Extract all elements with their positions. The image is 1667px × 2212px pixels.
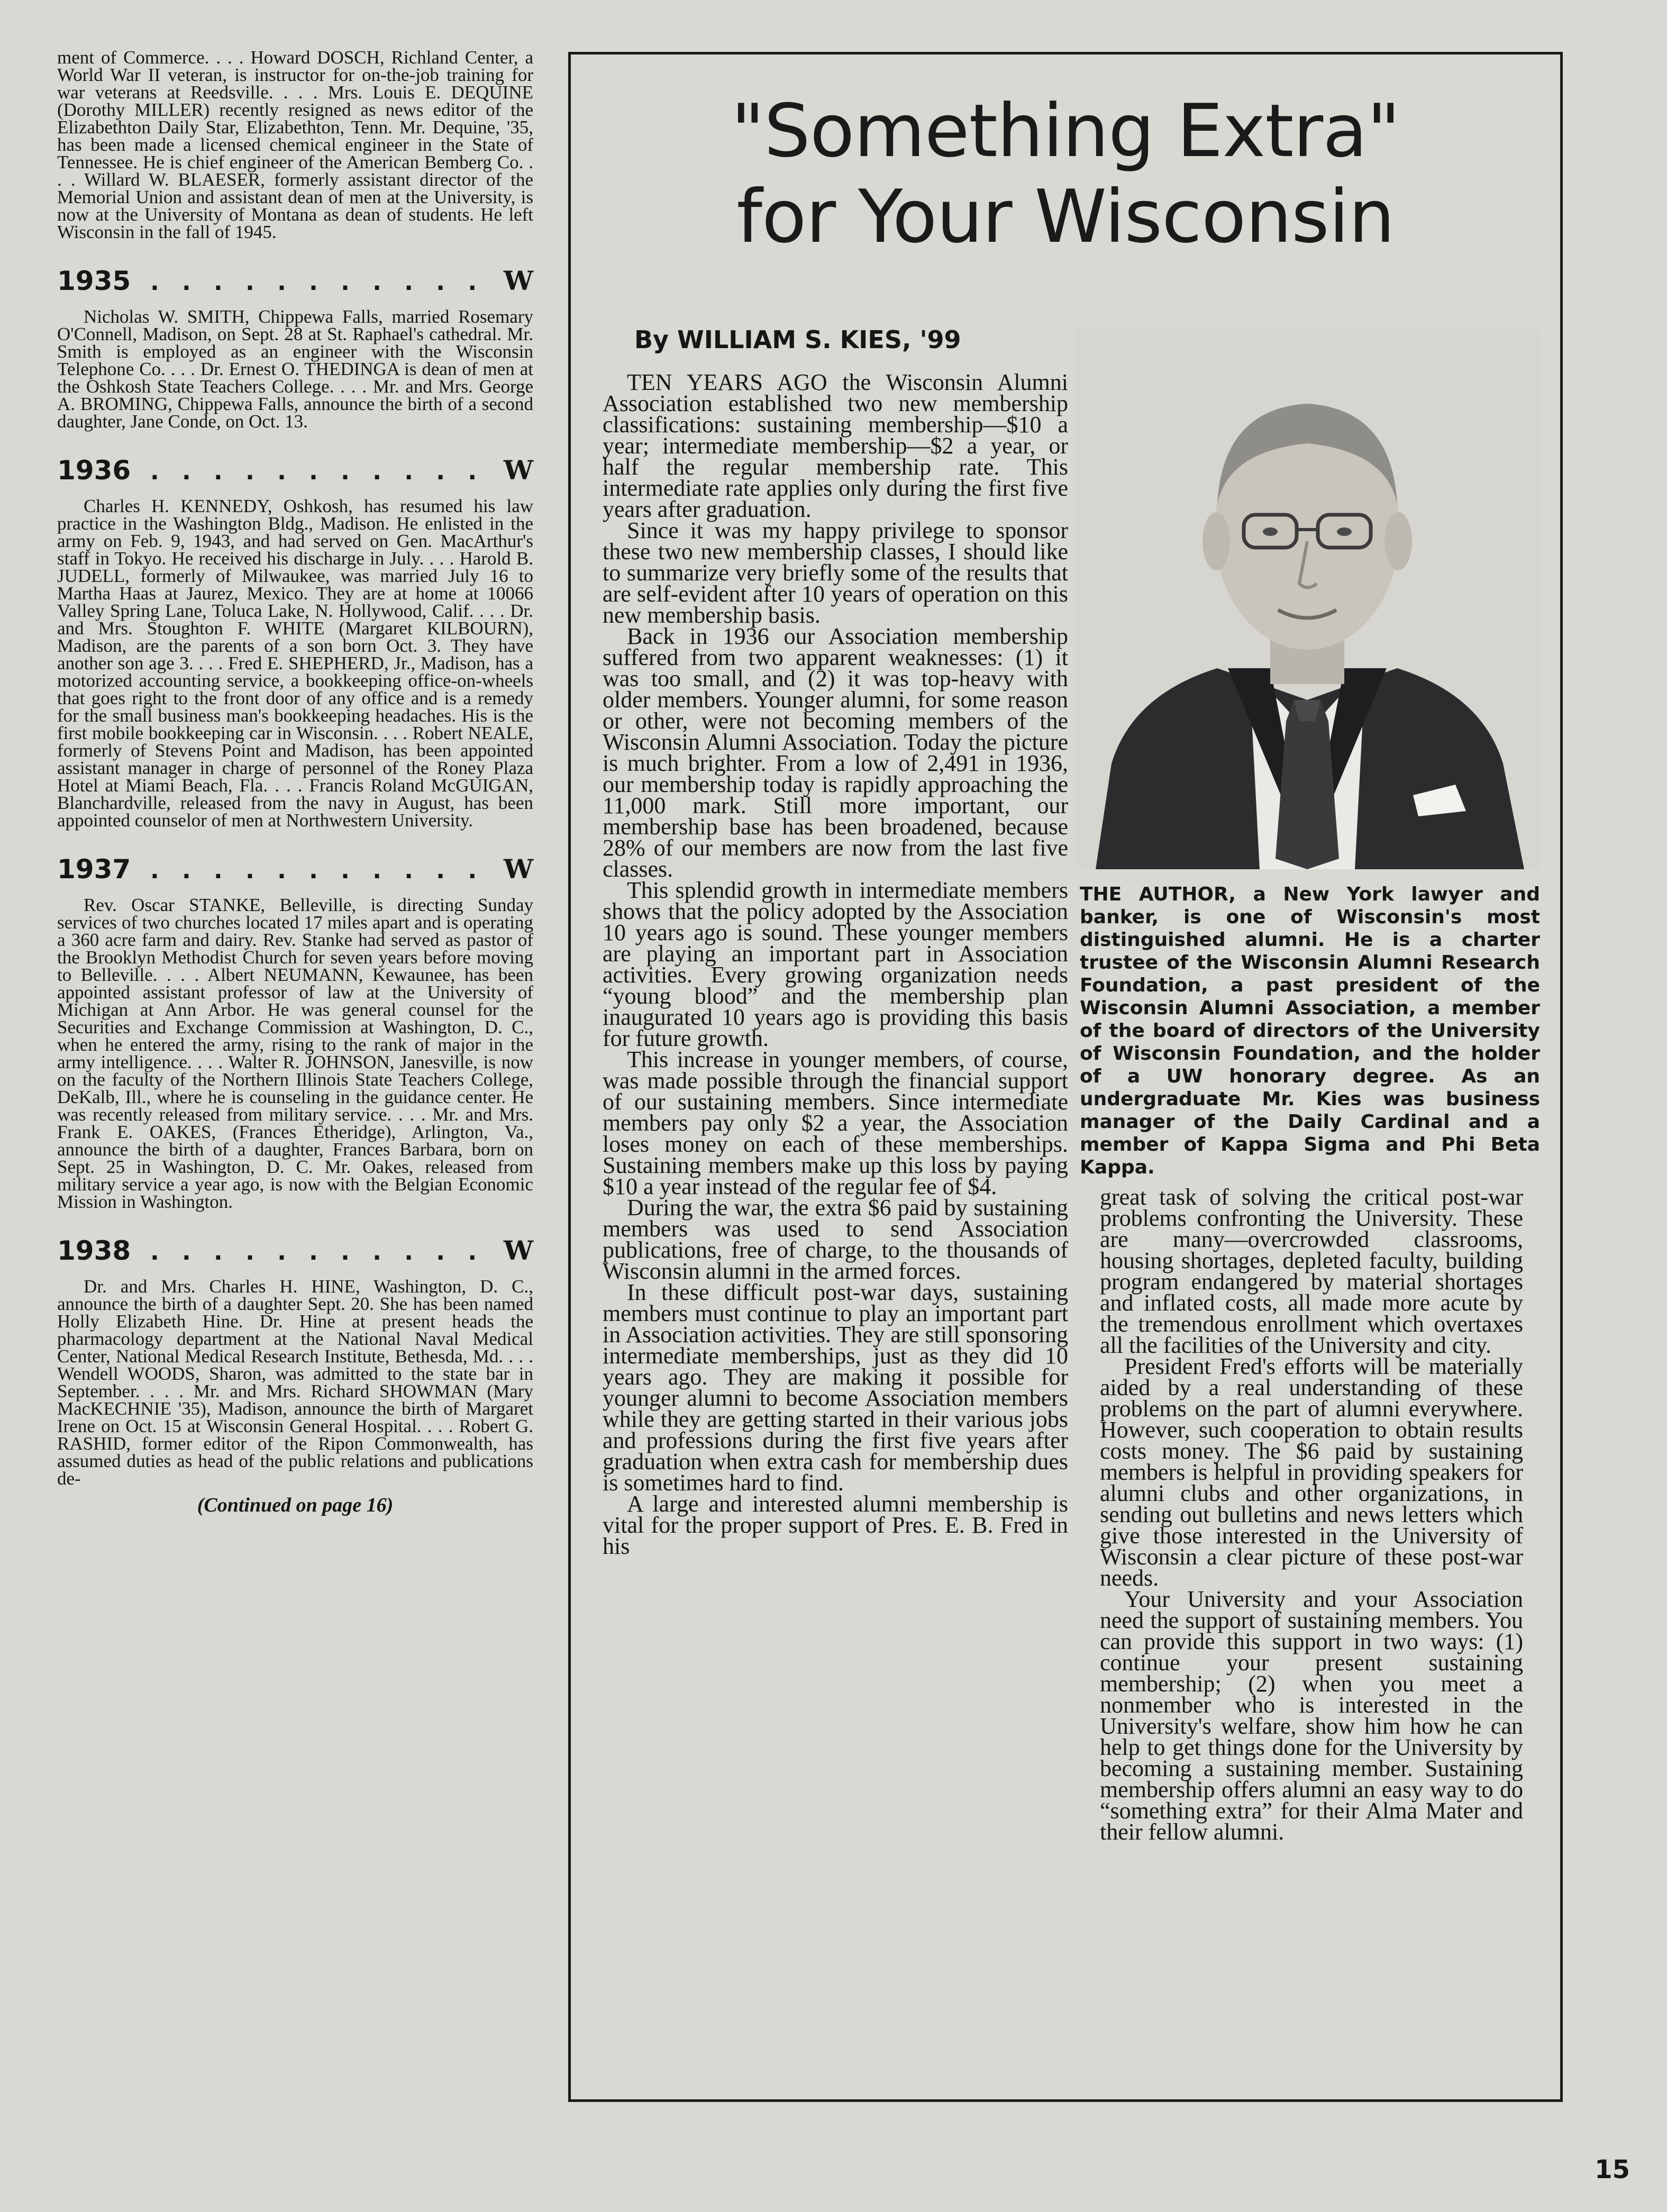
- leader-dots: . . . . . . . . . . .: [150, 1239, 485, 1266]
- article-paragraph: During the war, the extra $6 paid by sustaining members was used to send Association publications, free of charge, to the thousands of Wisconsin alumni in the armed forces.: [603, 1195, 1068, 1284]
- feature-article-box: [568, 52, 1563, 2102]
- article-paragraph: Your University and your Association need the support of sustaining members. You can provide this support in two ways: (1) continue your present sustaining membership; (2) when you meet a nonmember who is interested in the University's welfare, show him how he can help to get things done for the University by becoming a sustaining member. Sustaining membership offers alumni an easy way to do “something extra” for their Alma Mater and their fellow alumni.: [1100, 1586, 1523, 1845]
- article-title-line-2: for Your Wisconsin: [736, 174, 1395, 259]
- article-paragraph: In these difficult post-war days, sustaining members must continue to play an important part in Association activities. They are still sponsoring intermediate memberships, just as they did 10 years ago. They are making it possible for younger alumni to become Association members while they are getting started in their various jobs and professions during the first five years after graduation when extra cash for membership dues is sometimes hard to find.: [603, 1279, 1068, 1496]
- w-marker: W: [503, 853, 533, 885]
- year-label: 1938: [57, 1235, 131, 1266]
- article-title-line-1: "Something Extra": [731, 88, 1400, 174]
- article-column-2: [1100, 1184, 1523, 1845]
- year-heading: [57, 853, 533, 887]
- w-marker: W: [503, 454, 533, 486]
- w-marker: W: [503, 1235, 533, 1266]
- intro-paragraph: ment of Commerce. . . . Howard DOSCH, Richland Center, a World War II veteran, is instructor for on-the-job training for war veterans at Reedsville. . . . Mrs. Louis E. DEQUINE (Dorothy MILLER) recently resigned as news editor of the Elizabethton Daily Star, Elizabethton, Tenn. Mr. Dequine, '35, has been made a licensed chemical engineer in the State of Tennessee. He is chief engineer of the American Bemberg Co. . . . Willard W. BLAESER, formerly assistant director of the Memorial Union and assistant dean of men at the University, is now at the University of Montana as dean of students. He left Wisconsin in the fall of 1945.: [57, 47, 533, 242]
- class-notes: Dr. and Mrs. Charles H. HINE, Washington, D. C., announce the birth of a daughter Sept. 20. She has been named Holly Elizabeth Hine. Dr. Hine at present heads the pharmacology department at the National Naval Medical Center, National Medical Research Institute, Bethesda, Md. . . . Wendell WOODS, Sharon, was admitted to the state bar in September. . . . Mr. and Mrs. Richard SHOWMAN (Mary MacKECHNIE '35), Madison, announce the birth of Margaret Irene on Oct. 15 at Wisconsin General Hospital. . . . Robert G. RASHID, former editor of the Ripon Commonwealth, has assumed duties as head of the public relations and publications de-: [57, 1276, 533, 1489]
- article-paragraph: Back in 1936 our Association membership suffered from two apparent weaknesses: (1) it was too small, and (2) it was top-heavy with older members. Younger alumni, for some reason or other, were not becoming members of the Wisconsin Alumni Association. Today the picture is much brighter. From a low of 2,491 in 1936, our membership today is rapidly approaching the 11,000 mark. Still more important, our membership base has been broadened, because 28% of our members are now from the last five classes.: [603, 623, 1068, 882]
- class-section-1938: [57, 1235, 533, 1487]
- article-paragraph: great task of solving the critical post-war problems confronting the University. These are many—overcrowded classrooms, housing shortages, depleted faculty, building program endangered by material shortages and inflated costs, all made more acute by the tremendous enrollment which overtaxes all the facilities of the University and city.: [1100, 1184, 1523, 1358]
- class-section-1936: [57, 454, 533, 829]
- year-label: 1936: [57, 455, 131, 486]
- alumni-news-column: [57, 49, 533, 1514]
- w-marker: W: [503, 265, 533, 296]
- page-number: 15: [1595, 2155, 1630, 2184]
- leader-dots: . . . . . . . . . . .: [150, 458, 485, 485]
- class-section-1935: [57, 265, 533, 430]
- year-heading: [57, 454, 533, 488]
- year-heading: [57, 1235, 533, 1268]
- author-portrait-illustration: [1074, 330, 1540, 869]
- article-paragraph: This splendid growth in intermediate members shows that the policy adopted by the Association 10 years ago is sound. These younger members are playing an important part in Association activities. Every growing organization needs “young blood” and the membership plan inaugurated 10 years ago is providing this basis for future growth.: [603, 877, 1068, 1051]
- article-paragraph: Since it was my happy privilege to sponsor these two new membership classes, I should like to summarize very briefly some of the results that are self-evident after 10 years of operation on this new membership basis.: [603, 517, 1068, 628]
- year-heading: [57, 265, 533, 298]
- class-section-1937: [57, 853, 533, 1210]
- author-caption: THE AUTHOR, a New York lawyer and banker, is one of Wisconsin's most distinguished alumni. He is a charter trustee of the Wisconsin Alumni Research Foundation, a past president of the Wisconsin Alumni Association, a member of the board of directors of the University of Wisconsin Foundation, and the holder of a UW honorary degree. As an undergraduate Mr. Kies was business manager of the Daily Cardinal and a member of Kappa Sigma and Phi Beta Kappa.: [1080, 884, 1540, 1178]
- class-notes: Rev. Oscar STANKE, Belleville, is directing Sunday services of two churches located 17 miles apart and is operating a 360 acre farm and dairy. Rev. Stanke had served as pastor of the Brooklyn Methodist Church for seven years before moving to Belleville. . . . Albert NEUMANN, Kewaunee, has been appointed assistant professor of law at the University of Michigan at Ann Arbor. He was general counsel for the Securities and Exchange Commission at Washington, D. C., when he entered the army, rising to the rank of major in the army intelligence. . . . Walter R. JOHNSON, Janesville, is now on the faculty of the Northern Illinois State Teachers College, DeKalb, Ill., where he is counseling in the guidance center. He was recently released from military service. . . . Mr. and Mrs. Frank E. OAKES, (Frances Etheridge), Arlington, Va., announce the birth of a daughter, Frances Barbara, born on Sept. 25 in Washington, D. C. Mr. Oakes, released from military service a year ago, is now with the Belgian Economic Mission in Washington.: [57, 895, 533, 1212]
- byline: By WILLIAM S. KIES, '99: [634, 325, 961, 354]
- class-notes: Nicholas W. SMITH, Chippewa Falls, married Rosemary O'Connell, Madison, on Sept. 28 at St. Raphael's cathedral. Mr. Smith is employed as an engineer with the Wisconsin Telephone Co. . . . Dr. Ernest O. THEDINGA is dean of men at the Oshkosh State Teachers College. . . . Mr. and Mrs. George A. BROMING, Chippewa Falls, announce the birth of a second daughter, Jane Conde, on Oct. 13.: [57, 306, 533, 432]
- article-paragraph: TEN YEARS AGO the Wisconsin Alumni Association established two new membership classifications: sustaining membership—$10 a year; intermediate membership—$2 a year, or half the regular membership rate. This intermediate rate applies only during the first five years after graduation.: [603, 369, 1068, 522]
- continued-note: (Continued on page 16): [197, 1494, 394, 1516]
- year-label: 1935: [57, 266, 131, 296]
- article-paragraph: President Fred's efforts will be materially aided by a real understanding of these problems on the part of alumni everywhere. However, such cooperation to obtain results costs money. The $6 paid by sustaining members is helpful in providing speakers for alumni clubs and other organizations, in sending out bulletins and news letters which give those interested in the University of Wisconsin a clear picture of these post-war needs.: [1100, 1353, 1523, 1591]
- article-paragraph: A large and interested alumni membership is vital for the proper support of Pres. E. B. Fred in his: [603, 1491, 1068, 1559]
- author-photo: [1074, 330, 1540, 869]
- article-column-1: [603, 369, 1068, 1559]
- leader-dots: . . . . . . . . . . .: [150, 857, 485, 884]
- leader-dots: . . . . . . . . . . .: [150, 269, 485, 296]
- article-paragraph: This increase in younger members, of course, was made possible through the financial support of our sustaining members. Since intermediate members pay only $2 a year, the Association loses money on each of these memberships. Sustaining members make up this loss by paying $10 a year instead of the regular fee of $4.: [603, 1046, 1068, 1199]
- class-notes: Charles H. KENNEDY, Oshkosh, has resumed his law practice in the Washington Bldg., Madison. He enlisted in the army on Feb. 9, 1943, and had served on Gen. MacArthur's staff in Tokyo. He received his discharge in July. . . . Harold B. JUDELL, formerly of Milwaukee, was married July 16 to Martha Haas at Jaurez, Mexico. They are at home at 10066 Valley Spring Lane, Toluca Lake, N. Hollywood, Calif. . . . Dr. and Mrs. Stoughton F. WHITE (Margaret KILBOURN), Madison, are the parents of a son born Oct. 3. They have another son age 3. . . . Fred E. SHEPHERD, Jr., Madison, has a motorized accounting service, a bookkeeping office-on-wheels that goes right to the front door of any office and is a remedy for the small business man's bookkeeping headaches. His is the first mobile bookkeeping car in Wisconsin. . . . Robert NEALE, formerly of Stevens Point and Madison, has been appointed assistant manager in charge of personnel of the Roney Plaza Hotel at Miami Beach, Fla. . . . Francis Roland McGUIGAN, Blanchardville, released from the navy in August, has been appointed counselor of men at Northwestern University.: [57, 496, 533, 831]
- year-label: 1937: [57, 854, 131, 885]
